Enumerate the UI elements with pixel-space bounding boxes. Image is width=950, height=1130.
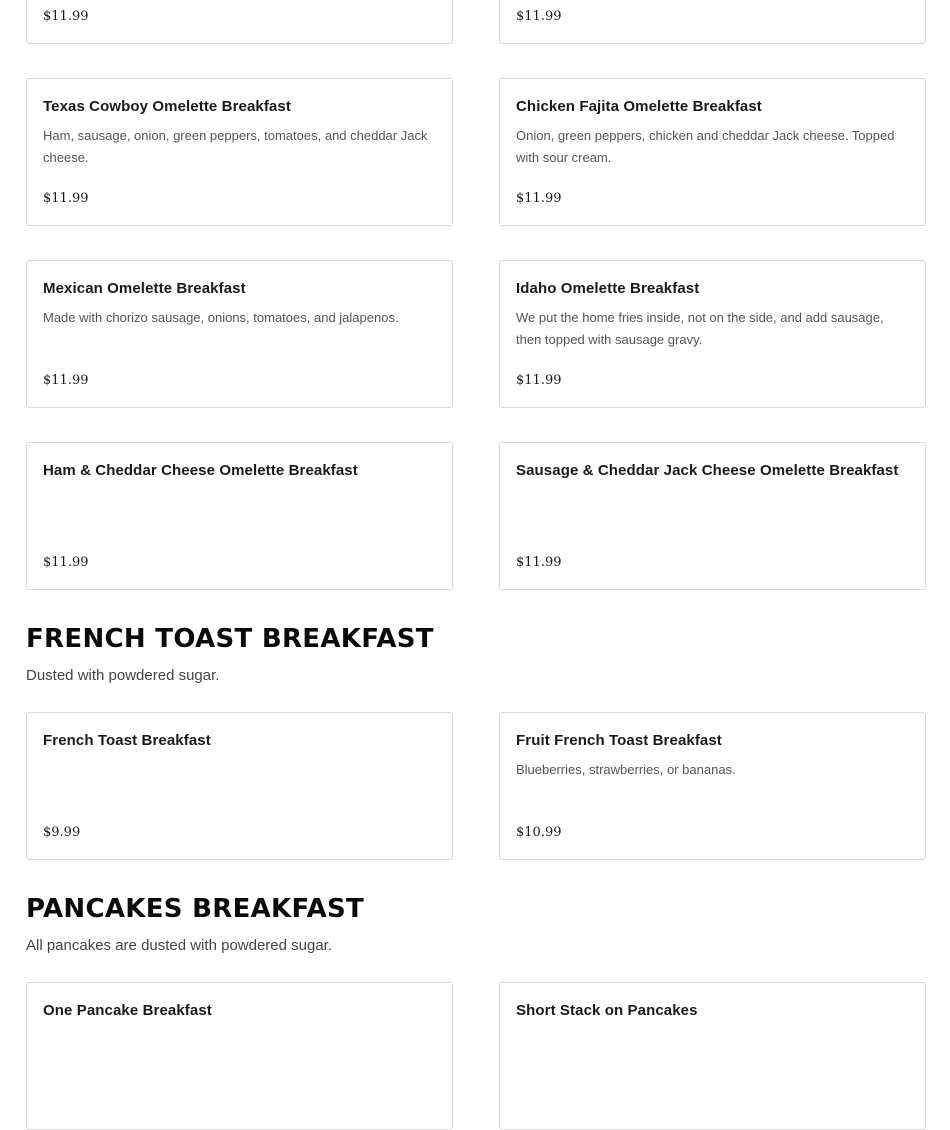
menu-item-card[interactable] [26, 0, 453, 44]
section-title-pancakes: PANCAKES BREAKFAST [26, 894, 365, 924]
menu-item-card[interactable] [26, 78, 453, 226]
menu-item-price: $11.99 [516, 555, 562, 570]
menu-item-name: Mexican Omelette Breakfast [43, 280, 246, 297]
menu-item-card[interactable] [499, 0, 926, 44]
menu-item-description: Ham, sausage, onion, green peppers, tomatoes, and cheddar Jack cheese. [43, 128, 428, 165]
menu-item-price: $11.99 [43, 555, 89, 570]
menu-item-card[interactable] [26, 260, 453, 408]
menu-item-name: French Toast Breakfast [43, 732, 211, 749]
menu-item-card[interactable] [499, 982, 926, 1130]
section-description-french-toast: Dusted with powdered sugar. [26, 667, 220, 684]
menu-item-name: Fruit French Toast Breakfast [516, 732, 722, 749]
menu-item-name: Sausage & Cheddar Jack Cheese Omelette Breakfast [516, 462, 899, 479]
menu-item-price: $11.99 [43, 9, 89, 24]
section-title-french-toast: FRENCH TOAST BREAKFAST [26, 624, 434, 654]
menu-item-price: $9.99 [43, 825, 81, 840]
menu-item-name: Short Stack on Pancakes [516, 1002, 698, 1019]
menu-item-card[interactable] [499, 442, 926, 590]
menu-item-price: $11.99 [43, 191, 89, 206]
menu-item-card[interactable] [499, 712, 926, 860]
menu-item-price: $11.99 [516, 9, 562, 24]
menu-item-description: Onion, green peppers, chicken and cheddar Jack cheese. Topped with sour cream. [516, 128, 895, 165]
menu-item-description: Made with chorizo sausage, onions, tomatoes, and jalapenos. [43, 310, 399, 325]
menu-item-card[interactable] [26, 712, 453, 860]
menu-item-description: We put the home fries inside, not on the side, and add sausage, then topped with sausage gravy. [516, 310, 884, 347]
menu-item-price: $11.99 [43, 373, 89, 388]
menu-item-name: Chicken Fajita Omelette Breakfast [516, 98, 762, 115]
menu-item-card[interactable] [26, 442, 453, 590]
menu-item-card[interactable] [499, 260, 926, 408]
menu-item-name: One Pancake Breakfast [43, 1002, 212, 1019]
menu-item-price: $10.99 [516, 825, 562, 840]
menu-item-card[interactable] [499, 78, 926, 226]
menu-item-description: Blueberries, strawberries, or bananas. [516, 762, 736, 777]
menu-item-price: $11.99 [516, 373, 562, 388]
section-description-pancakes: All pancakes are dusted with powdered sugar. [26, 937, 333, 954]
menu-item-price: $11.99 [516, 191, 562, 206]
menu-item-name: Ham & Cheddar Cheese Omelette Breakfast [43, 462, 358, 479]
menu-item-name: Idaho Omelette Breakfast [516, 280, 700, 297]
menu-item-name: Texas Cowboy Omelette Breakfast [43, 98, 291, 115]
menu-item-card[interactable] [26, 982, 453, 1130]
